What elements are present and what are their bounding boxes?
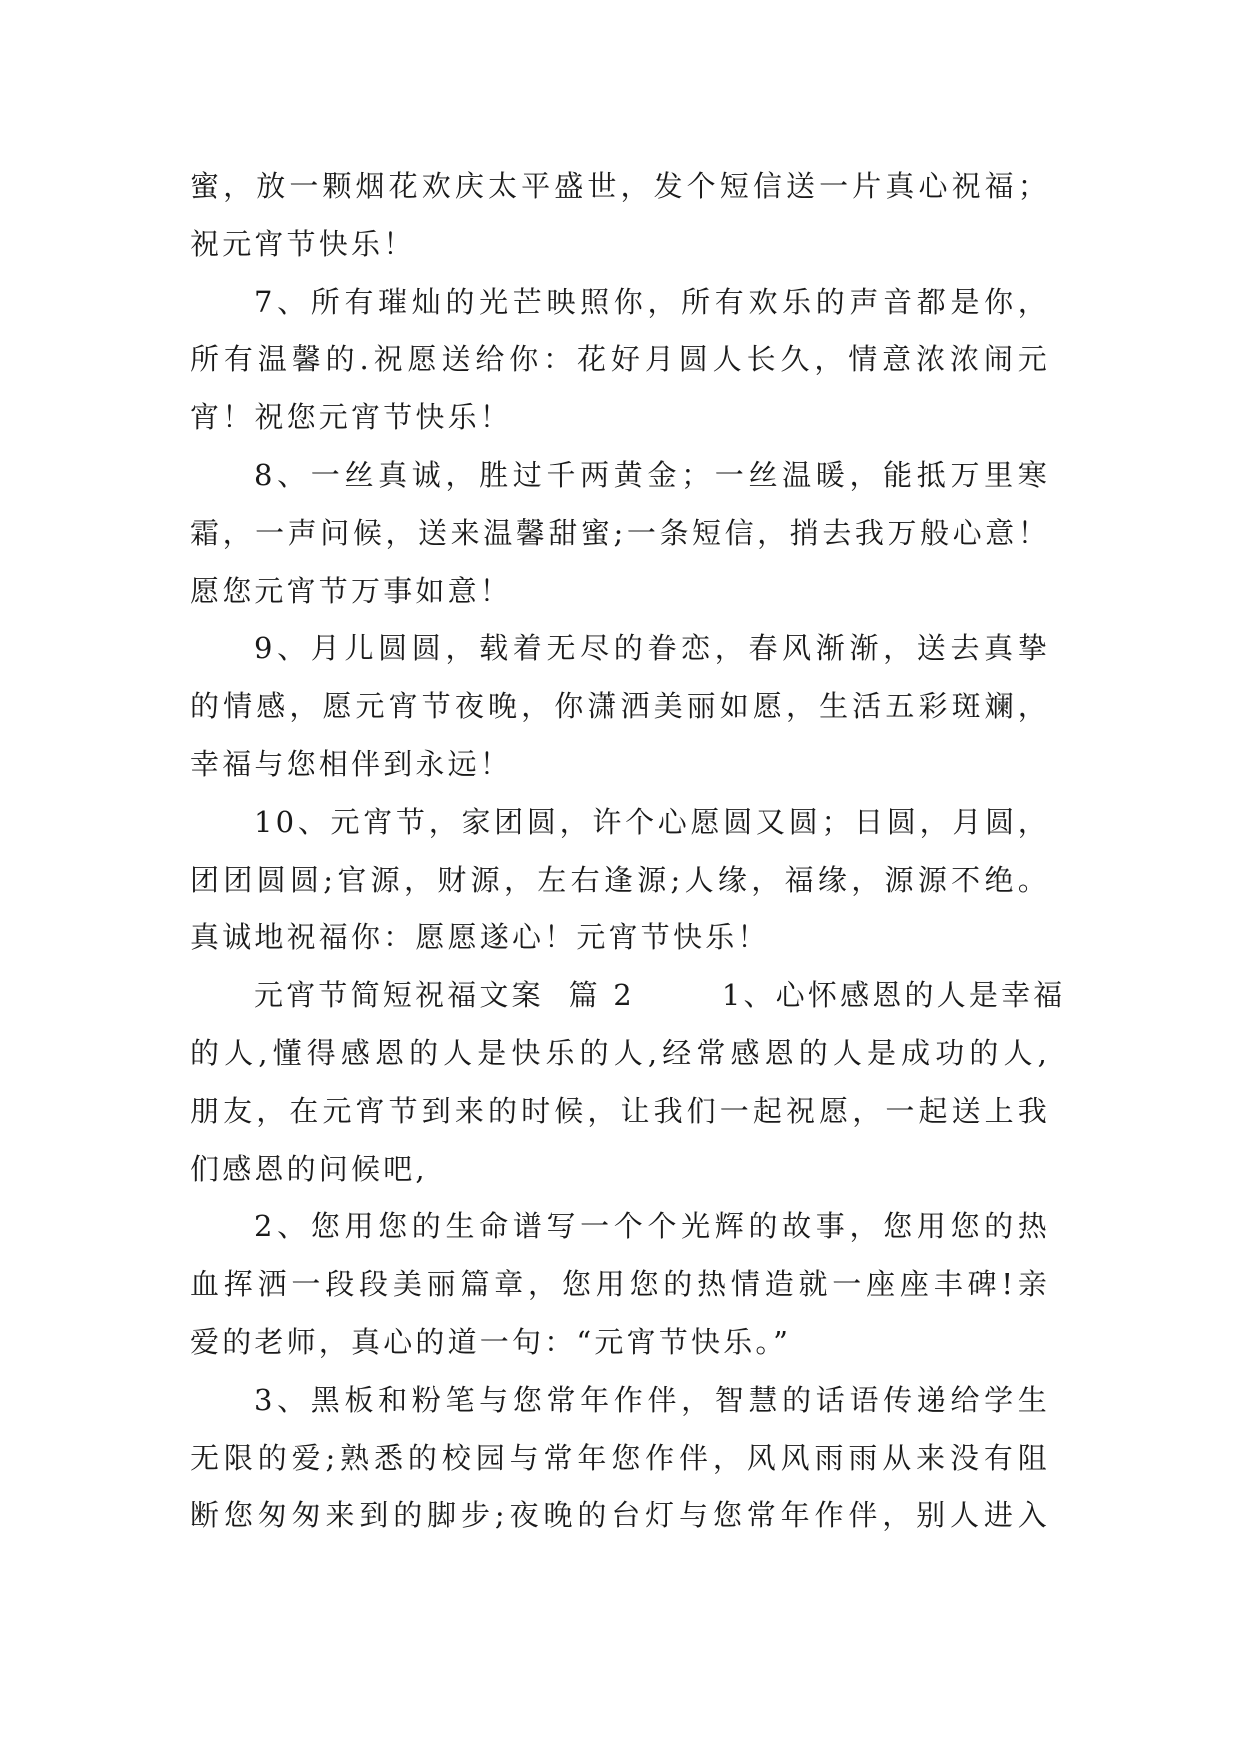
text-line: 所有温馨的.祝愿送给你：花好月圆人长久，情意浓浓闹元	[190, 342, 1050, 377]
text-line: 断您匆匆来到的脚步;夜晚的台灯与您常年作伴，别人进入	[190, 1498, 1050, 1533]
text-line: 朋友，在元宵节到来的时候，让我们一起祝愿，一起送上我	[190, 1093, 1050, 1128]
text-line: 们感恩的问候吧,	[190, 1151, 428, 1186]
text-line: 霜，一声问候，送来温馨甜蜜;一条短信，捎去我万般心意！	[190, 515, 1050, 550]
text-line: 幸福与您相伴到永远！	[190, 746, 513, 781]
text-line: 蜜，放一颗烟花欢庆太平盛世，发个短信送一片真心祝福；	[190, 169, 1050, 203]
text-line: 宵！祝您元宵节快乐！	[190, 400, 513, 435]
paragraph-first-line: 9、月儿圆圆，载着无尽的眷恋，春风渐渐，送去真挚	[254, 631, 1050, 666]
text-line: 血挥洒一段段美丽篇章，您用您的热情造就一座座丰碑!亲	[190, 1267, 1050, 1302]
paragraph-first-line: 8、一丝真诚，胜过千两黄金；一丝温暖，能抵万里寒	[254, 457, 1050, 492]
paragraph-first-line: 10、元宵节，家团圆，许个心愿圆又圆；日圆，月圆，	[254, 804, 1050, 839]
text-line: 团团圆圆;官源，财源，左右逢源;人缘，福缘，源源不绝。	[190, 862, 1050, 897]
paragraph-first-line: 7、所有璀灿的光芒映照你，所有欢乐的声音都是你，	[254, 284, 1050, 319]
section-heading-line: 元宵节简短祝福文案 篇 2 1、心怀感恩的人是幸福	[254, 978, 1066, 1013]
text-line: 无限的爱;熟悉的校园与常年您作伴，风风雨雨从来没有阻	[190, 1440, 1050, 1475]
text-line: 祝元宵节快乐！	[190, 226, 416, 261]
text-line: 真诚地祝福你：愿愿遂心！元宵节快乐！	[190, 920, 770, 955]
document-body	[190, 158, 1066, 1545]
text-line: 爱的老师，真心的道一句：“元宵节快乐。”	[190, 1324, 792, 1359]
paragraph-first-line: 3、黑板和粉笔与您常年作伴，智慧的话语传递给学生	[254, 1382, 1050, 1417]
text-line: 的情感，愿元宵节夜晚，你潇洒美丽如愿，生活五彩斑斓，	[190, 689, 1050, 724]
text-line: 愿您元宵节万事如意！	[190, 573, 513, 608]
text-line: 的人,懂得感恩的人是快乐的人,经常感恩的人是成功的人,	[190, 1035, 1050, 1070]
paragraph-first-line: 2、您用您的生命谱写一个个光辉的故事，您用您的热	[254, 1209, 1050, 1244]
